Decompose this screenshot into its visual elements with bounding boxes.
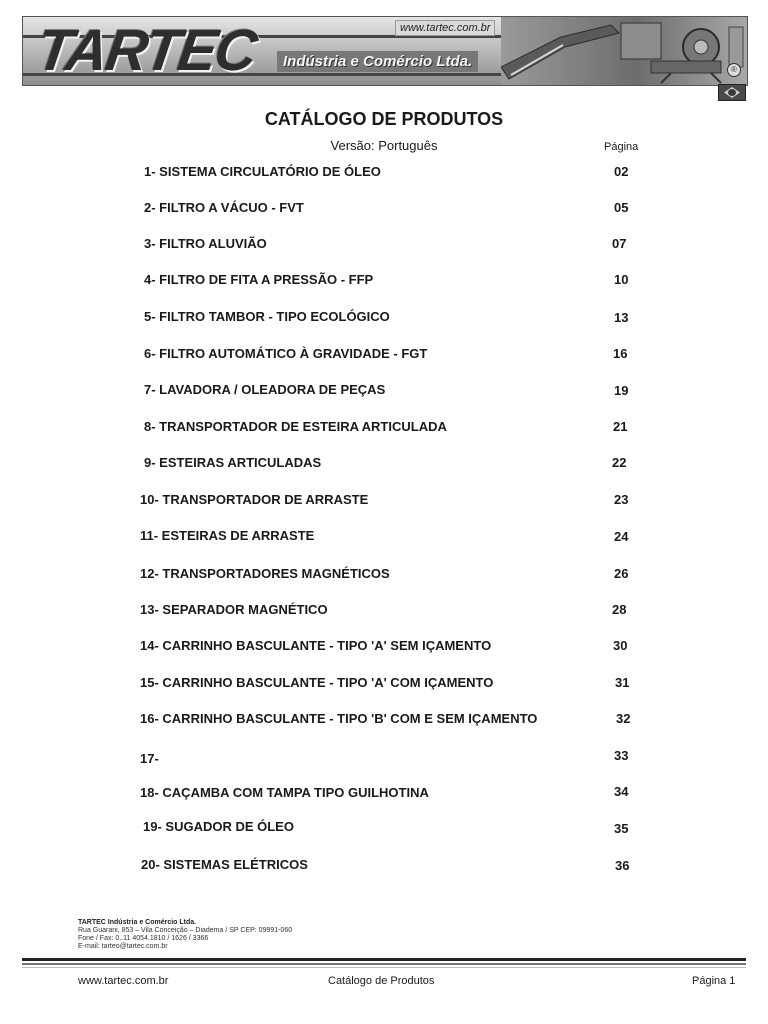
toc-page-number: 32	[616, 711, 631, 726]
toc-item[interactable]: 2- FILTRO A VÁCUO - FVT	[144, 200, 304, 215]
toc-item[interactable]: 10- TRANSPORTADOR DE ARRASTE	[140, 492, 369, 507]
toc-item[interactable]: 13- SEPARADOR MAGNÉTICO	[140, 602, 328, 617]
toc-item[interactable]: 5- FILTRO TAMBOR - TIPO ECOLÓGICO	[144, 309, 390, 324]
banner-machinery-illustration	[501, 17, 747, 85]
toc-item[interactable]: 18- CAÇAMBA COM TAMPA TIPO GUILHOTINA	[140, 785, 429, 800]
toc-page-number: 05	[614, 200, 629, 215]
footer-website-link[interactable]: www.tartec.com.br	[78, 975, 169, 987]
page-title: CATÁLOGO DE PRODUTOS	[264, 109, 504, 129]
toc-item[interactable]: 8- TRANSPORTADOR DE ESTEIRA ARTICULADA	[144, 419, 447, 434]
toc-item[interactable]: 12- TRANSPORTADORES MAGNÉTICOS	[140, 566, 390, 581]
brazil-flag-icon[interactable]	[718, 84, 746, 101]
toc-page-number: 23	[614, 492, 629, 507]
toc-item[interactable]: 1- SISTEMA CIRCULATÓRIO DE ÓLEO	[144, 164, 381, 179]
toc-page-number: 16	[613, 346, 628, 361]
toc-item[interactable]: 11- ESTEIRAS DE ARRASTE	[140, 528, 315, 543]
toc-item[interactable]: 3- FILTRO ALUVIÃO	[144, 236, 267, 251]
footer-page-number: Página 1	[692, 975, 736, 987]
footer-divider	[22, 967, 746, 968]
toc-item[interactable]: 6- FILTRO AUTOMÁTICO À GRAVIDADE - FGT	[144, 346, 428, 361]
address-phone: Fone / Fax: 0..11 4054.1810 / 1626 / 3366	[78, 935, 209, 942]
toc-page-number: 33	[614, 748, 629, 763]
toc-page-number: 21	[613, 419, 628, 434]
toc-page-number: 34	[614, 784, 629, 799]
toc-item[interactable]: 17-	[140, 751, 159, 766]
toc-item[interactable]: 14- CARRINHO BASCULANTE - TIPO 'A' SEM IÇAMENTO	[140, 638, 492, 653]
toc-page-number: 02	[614, 164, 629, 179]
toc-page-number: 22	[612, 455, 627, 470]
machinery-icon	[501, 17, 747, 85]
toc-page-number: 10	[614, 272, 629, 287]
banner-company-name: Indústria e Comércio Ltda.	[277, 51, 478, 72]
toc-item[interactable]: 20- SISTEMAS ELÉTRICOS	[141, 857, 308, 872]
toc-page-number: 24	[614, 529, 629, 544]
toc-item[interactable]: 19- SUGADOR DE ÓLEO	[143, 819, 294, 834]
header-banner	[22, 16, 748, 86]
toc-item[interactable]: 16- CARRINHO BASCULANTE - TIPO 'B' COM E SEM IÇAMENTO	[140, 711, 538, 726]
tartec-logo: TARTEC	[32, 18, 260, 83]
address-street: Rua Guarani, 853 – Vila Conceição – Diadema / SP CEP: 09991-060	[78, 927, 293, 934]
toc-page-number: 13	[614, 310, 629, 325]
page-column-header: Página	[604, 141, 639, 153]
footer-divider	[22, 963, 746, 965]
address-email[interactable]: E-mail: tarteo@tartec.com.br	[78, 943, 168, 950]
footer-divider	[22, 958, 746, 961]
toc-item[interactable]: 9- ESTEIRAS ARTICULADAS	[144, 455, 322, 470]
toc-page-number: 28	[612, 602, 627, 617]
version-subtitle: Versão: Português	[330, 138, 438, 153]
toc-item[interactable]: 7- LAVADORA / OLEADORA DE PEÇAS	[144, 382, 386, 397]
banner-website[interactable]: www.tartec.com.br	[395, 20, 495, 36]
toc-page-number: 30	[613, 638, 628, 653]
toc-page-number: 36	[615, 858, 630, 873]
toc-page-number: 35	[614, 821, 629, 836]
toc-item[interactable]: 15- CARRINHO BASCULANTE - TIPO 'A' COM IÇAMENTO	[140, 675, 494, 690]
toc-page-number: 26	[614, 566, 629, 581]
toc-page-number: 31	[615, 675, 630, 690]
footer-document-title: Catálogo de Produtos	[328, 975, 435, 987]
registered-trademark-icon: ®	[727, 63, 741, 77]
address-company-name: TARTEC Indústria e Comércio Ltda.	[78, 919, 197, 926]
toc-page-number: 07	[612, 236, 627, 251]
toc-page-number: 19	[614, 383, 629, 398]
flag-circle	[728, 89, 736, 96]
toc-item[interactable]: 4- FILTRO DE FITA A PRESSÃO - FFP	[144, 272, 374, 287]
